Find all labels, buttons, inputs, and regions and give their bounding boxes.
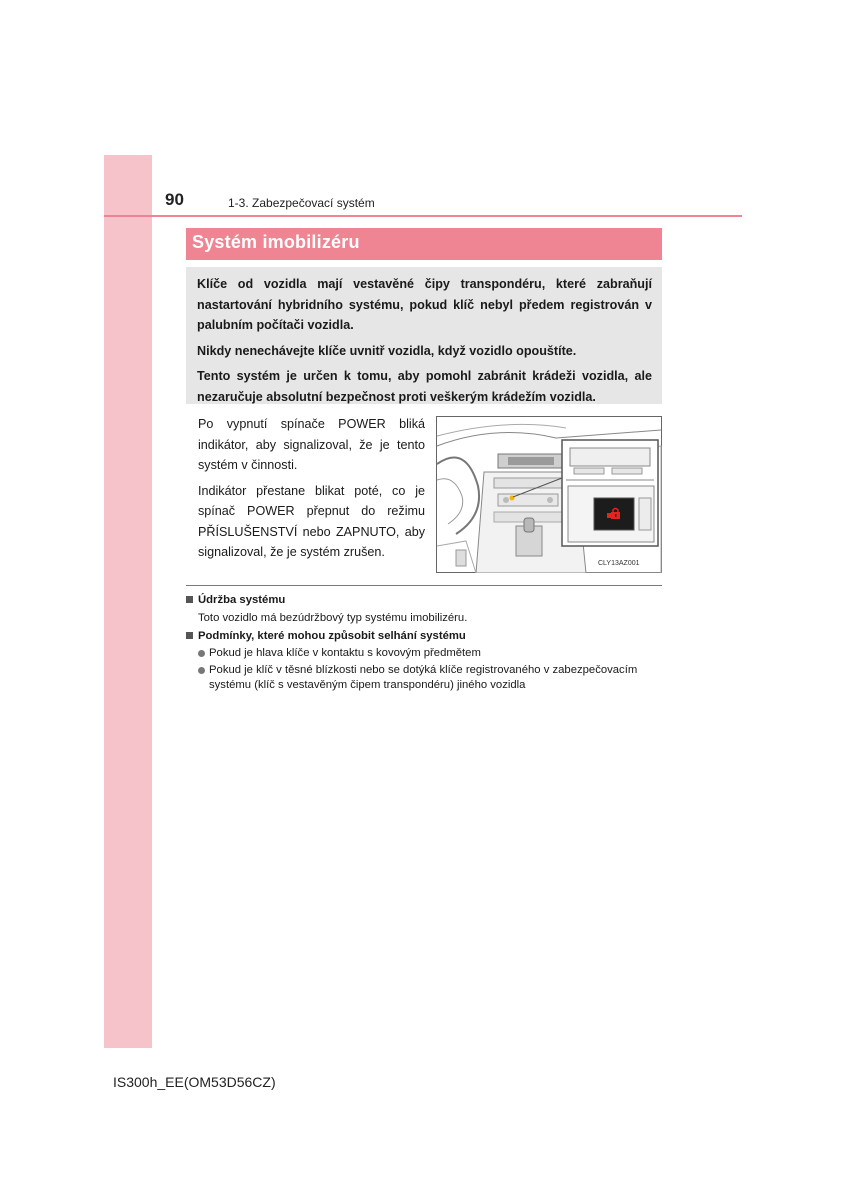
body-paragraph: Po vypnutí spínače POWER bliká indikátor, aby signalizoval, že je tento systém v činnosti. <box>198 417 425 472</box>
list-item <box>198 663 666 693</box>
section-title: 1-3. Zabezpečovací systém <box>228 196 375 210</box>
info-paragraph: Tento systém je určen k tomu, aby pomohl zabránit krádeži vozidla, ale nezaručuje absolutní bezpečnost proti veškerým krádežím vozidla. <box>197 369 652 404</box>
lock-indicator-icon <box>607 507 621 519</box>
maintenance-text: Toto vozidlo má bezúdržbový typ systému imobilizéru. <box>198 612 468 624</box>
square-bullet-icon <box>186 596 193 603</box>
notes-section <box>186 592 666 693</box>
conditions-heading: Podmínky, které mohou způsobit selhání systému <box>198 630 466 642</box>
square-bullet-icon <box>186 632 193 639</box>
info-paragraph: Nikdy nenechávejte klíče uvnitř vozidla, když vozidlo opouštíte. <box>197 343 577 358</box>
dashboard-illustration <box>436 416 662 573</box>
side-color-band <box>104 155 152 1048</box>
header-rule <box>104 215 742 217</box>
page-title: Systém imobilizéru <box>192 232 360 252</box>
dashboard-drawing <box>436 416 662 573</box>
note-heading <box>186 592 666 608</box>
condition-text: Pokud je klíč v těsné blízkosti nebo se dotýká klíče registrovaného v zabezpečovacím systému (klíč s vestavěným čipem transpondéru) jiného vozidla <box>209 664 638 691</box>
page-number: 90 <box>165 190 184 209</box>
list-item <box>198 646 666 661</box>
round-bullet-icon <box>198 650 205 657</box>
body-paragraph: Indikátor přestane blikat poté, co je spínač POWER přepnut do režimu PŘÍSLUŠENSTVÍ nebo ZAPNUTO, aby signalizoval, že je systém zrušen. <box>198 483 425 559</box>
info-box <box>186 267 662 404</box>
footer-model-code: IS300h_EE(OM53D56CZ) <box>113 1074 276 1090</box>
note-heading <box>186 628 666 644</box>
figure-code: CLY13AZ001 <box>598 560 640 567</box>
body-text <box>198 414 425 568</box>
notes-divider <box>186 585 662 586</box>
maintenance-heading: Údržba systému <box>198 594 286 606</box>
info-paragraph: Klíče od vozidla mají vestavěné čipy transpondéru, které zabraňují nastartování hybridního systému, pokud klíč nebyl předem registrován v palubním počítači vozidla. <box>197 277 652 332</box>
title-bar <box>186 228 662 260</box>
condition-text: Pokud je hlava klíče v kontaktu s kovovým předmětem <box>209 647 481 659</box>
round-bullet-icon <box>198 667 205 674</box>
